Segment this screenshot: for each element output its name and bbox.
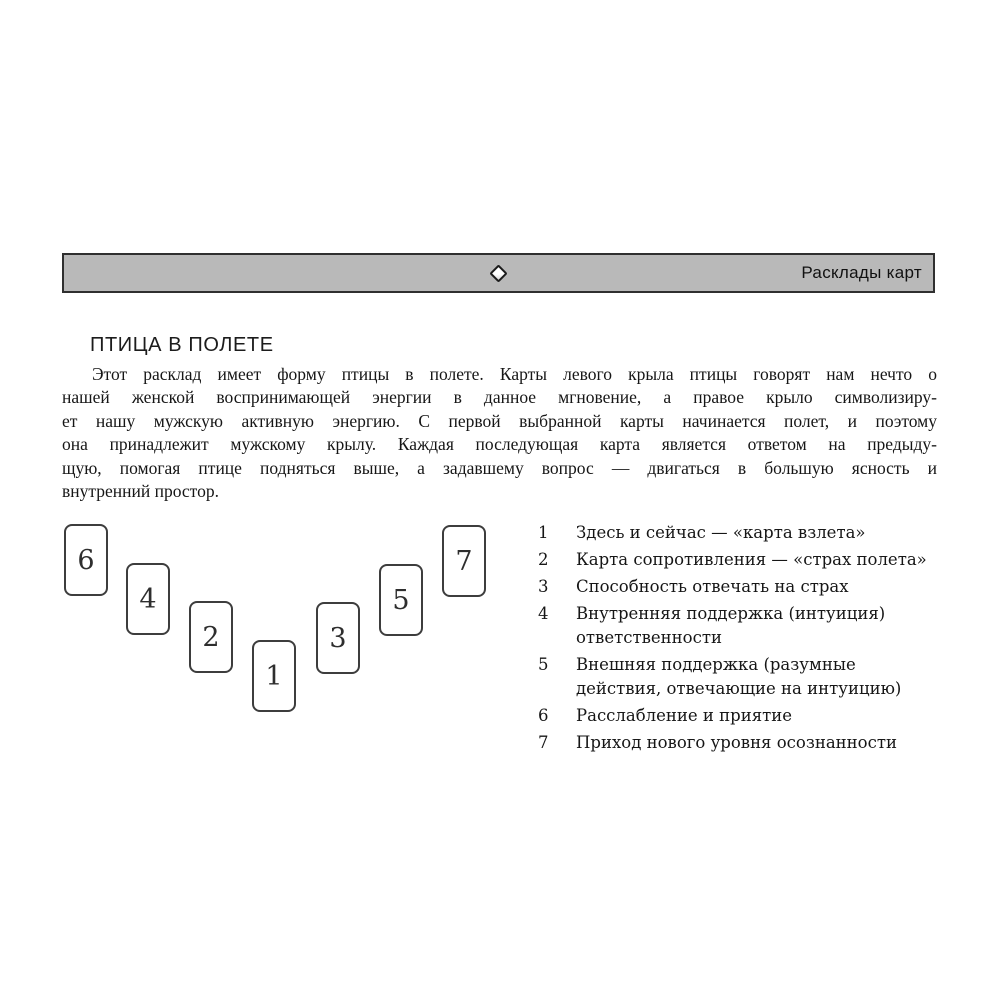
intro-line: Этот расклад имеет форму птицы в полете. Карты левого крыла птицы говорят нам нечто о bbox=[92, 364, 937, 384]
legend-item-5 bbox=[538, 653, 948, 701]
running-head: Расклады карт bbox=[801, 263, 922, 282]
intro-line: нашей женской воспринимающей энергии в данное мгновение, а правое крыло символизиру- bbox=[62, 387, 937, 408]
legend-item-2 bbox=[538, 548, 948, 572]
legend-label: Здесь и сейчас — «карта взлета» bbox=[576, 523, 866, 542]
legend-number: 7 bbox=[538, 733, 549, 752]
legend-number: 4 bbox=[538, 604, 549, 623]
intro-line: внутренний простор. bbox=[62, 481, 219, 502]
legend-label: Способность отвечать на страх bbox=[576, 577, 849, 596]
page-title: ПТИЦА В ПОЛЕТЕ bbox=[90, 334, 274, 356]
legend-item-3 bbox=[538, 575, 948, 599]
spread-card-3: 3 bbox=[316, 602, 360, 674]
spread-card-4: 4 bbox=[126, 563, 170, 635]
intro-paragraph bbox=[62, 363, 937, 503]
legend-number: 3 bbox=[538, 577, 549, 596]
spread-card-1: 1 bbox=[252, 640, 296, 712]
legend-label: Внешняя поддержка (разумные bbox=[576, 655, 856, 674]
intro-line: ет нашу мужскую активную энергию. С первой выбранной карты начинается полет, и поэтому bbox=[62, 410, 937, 431]
legend-label: Приход нового уровня осознанности bbox=[576, 733, 897, 752]
legend-label: действия, отвечающие на интуицию) bbox=[576, 679, 902, 698]
legend-number: 2 bbox=[538, 550, 549, 569]
legend-item-4 bbox=[538, 602, 948, 650]
spread-card-7: 7 bbox=[442, 525, 486, 597]
legend-number: 1 bbox=[538, 523, 549, 542]
legend-item-6 bbox=[538, 704, 948, 728]
legend-label: Расслабление и приятие bbox=[576, 706, 793, 725]
legend-number: 5 bbox=[538, 655, 549, 674]
legend-label: Внутренняя поддержка (интуиция) bbox=[576, 604, 886, 623]
page-header-bar bbox=[62, 253, 935, 293]
legend-label: Карта сопротивления — «страх полета» bbox=[576, 550, 927, 569]
spread-card-2: 2 bbox=[189, 601, 233, 673]
diamond-icon bbox=[489, 263, 509, 283]
legend-label: ответственности bbox=[576, 628, 722, 647]
intro-line: она принадлежит мужскому крылу. Каждая последующая карта является ответом на предыду- bbox=[62, 434, 937, 455]
legend-number: 6 bbox=[538, 706, 549, 725]
spread-card-6: 6 bbox=[64, 524, 108, 596]
legend-item-1 bbox=[538, 521, 948, 545]
legend-item-7 bbox=[538, 731, 948, 755]
card-position-legend bbox=[538, 521, 948, 758]
intro-line: щую, помогая птице подняться выше, а задавшему вопрос — двигаться в большую ясность и bbox=[62, 457, 937, 478]
spread-card-5: 5 bbox=[379, 564, 423, 636]
